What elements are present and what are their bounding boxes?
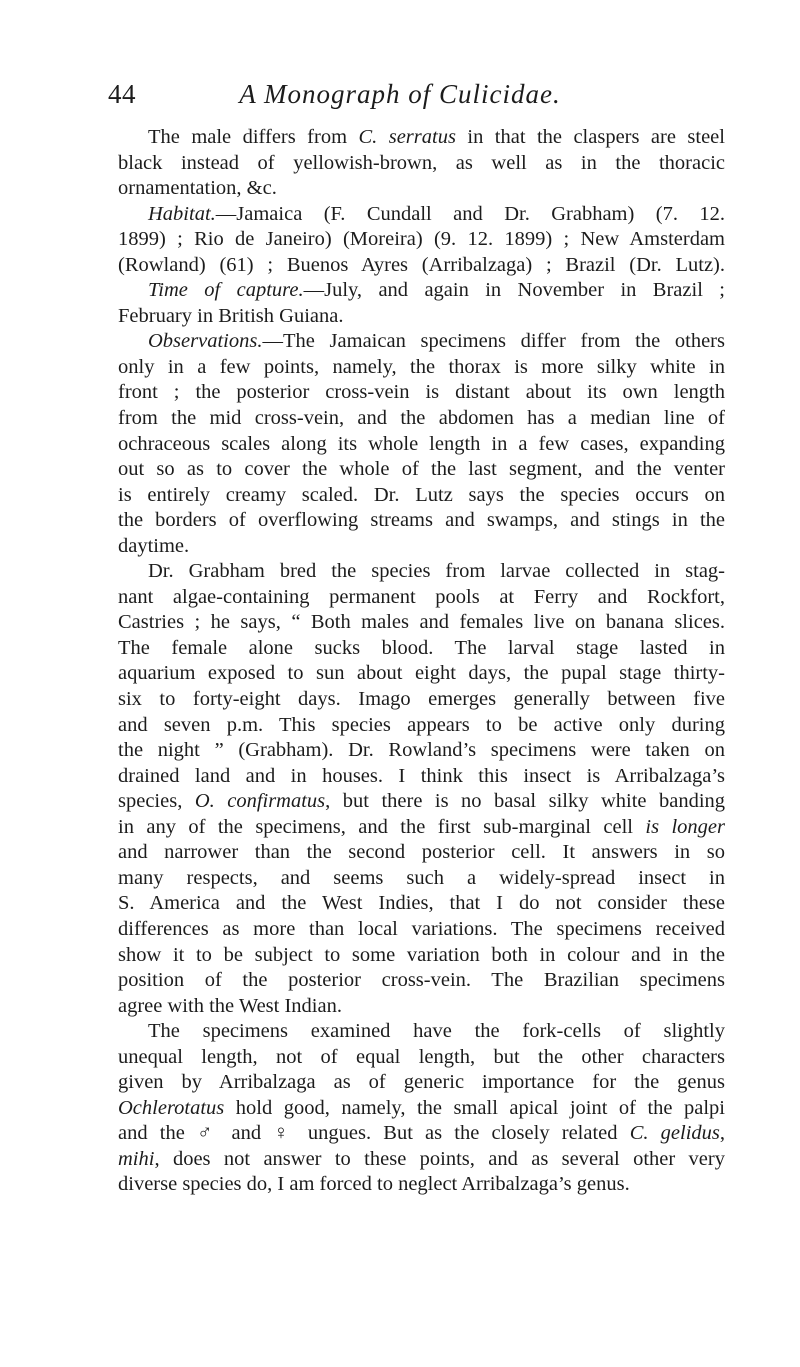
text-line (118, 406, 725, 432)
running-title: A Monograph of Culicidae. (239, 79, 561, 109)
text-line (118, 866, 725, 892)
text-line (118, 151, 725, 177)
text-line (118, 585, 725, 611)
text-run: the night ” (Grabham). Dr. Rowland’s specimens were taken on (118, 739, 725, 762)
text-line (118, 687, 725, 713)
text-run: and the ♂ and ♀ ungues. But as the closely related (118, 1122, 630, 1145)
text-line (118, 815, 725, 841)
text-line (118, 789, 725, 815)
italic-text: Ochlerotatus (118, 1096, 225, 1119)
text-run: ornamentation, &c. (118, 177, 277, 200)
text-run: in any of the specimens, and the first sub-marginal cell (118, 815, 646, 838)
text-run: and narrower than the second posterior cell. It answers in so (118, 841, 725, 864)
text-run: hold good, namely, the small apical joint of the palpi (224, 1096, 725, 1119)
text-run: species, (118, 790, 195, 813)
text-run: given by Arribalzaga as of generic importance for the genus (118, 1071, 725, 1094)
italic-text: Time of capture. (148, 279, 304, 302)
text-run: from the mid cross-vein, and the abdomen has a median line of (118, 407, 725, 430)
italic-text: Habitat. (148, 202, 216, 225)
text-line (118, 943, 725, 969)
text-line (118, 661, 725, 687)
text-line (118, 1045, 725, 1071)
text-run: S. America and the West Indies, that I do not consider these (118, 892, 725, 915)
text-line (118, 329, 725, 355)
text-run: —Jamaica (F. Cundall and Dr. Grabham) (7. 12. (215, 202, 725, 225)
text-run: The specimens examined have the fork-cells of slightly (148, 1020, 725, 1043)
text-line (118, 1019, 725, 1045)
italic-text: mihi (118, 1147, 155, 1170)
text-line (118, 125, 725, 151)
page-number: 44 (108, 79, 136, 109)
text-line (118, 304, 725, 330)
text-run: in that the claspers are steel (455, 126, 725, 148)
text-line (118, 968, 725, 994)
running-head (0, 74, 800, 114)
text-run: daytime. (118, 534, 190, 557)
text-run: aquarium exposed to sun about eight days, the pupal stage thirty- (118, 662, 725, 685)
text-run: Dr. Grabham bred the species from larvae collected in stag- (148, 560, 725, 583)
text-line (118, 764, 725, 790)
text-line (118, 559, 725, 585)
text-line (118, 1121, 725, 1147)
text-line (118, 738, 725, 764)
text-line (118, 176, 725, 202)
text-line (118, 508, 725, 534)
text-line (118, 1096, 725, 1122)
text-line (118, 380, 725, 406)
text-line (118, 534, 725, 560)
text-run: six to forty-eight days. Imago emerges generally between five (118, 688, 725, 711)
text-run: (Rowland) (61) ; Buenos Ayres (Arribalzaga) ; Brazil (Dr. Lutz). (118, 253, 725, 276)
text-run: The female alone sucks blood. The larval stage lasted in (118, 636, 725, 659)
italic-text: C. serratus (358, 126, 456, 148)
text-line (118, 840, 725, 866)
text-line (118, 610, 725, 636)
text-run: , but there is no basal silky white banding (325, 790, 726, 813)
text-line (118, 713, 725, 739)
text-run: drained land and in houses. I think this insect is Arribalzaga’s (118, 764, 725, 787)
text-line (118, 994, 725, 1020)
text-run: diverse species do, I am forced to neglect Arribalzaga’s genus. (118, 1173, 630, 1196)
italic-text: C. gelidus (629, 1122, 720, 1145)
text-run: out so as to cover the whole of the last segment, and the venter (118, 458, 725, 481)
text-line (118, 457, 725, 483)
text-run: position of the posterior cross-vein. The Brazilian specimens (118, 969, 725, 992)
text-run: February in British Guiana. (118, 304, 344, 327)
text-run: , (719, 1122, 725, 1145)
text-line (118, 483, 725, 509)
text-run: —July, and again in November in Brazil ; (303, 279, 725, 302)
text-line (118, 917, 725, 943)
italic-text: O. confirmatus (194, 790, 326, 813)
text-run: only in a few points, namely, the thorax is more silky white in (118, 355, 725, 378)
text-line (118, 1172, 725, 1198)
text-run: the borders of overflowing streams and swamps, and stings in the (118, 509, 725, 532)
text-run: and seven p.m. This species appears to be active only during (118, 713, 725, 736)
text-run: show it to be subject to some variation both in colour and in the (118, 943, 725, 966)
italic-text: is longer (645, 815, 726, 838)
text-run: is entirely creamy scaled. Dr. Lutz says the species occurs on (118, 483, 725, 506)
text-line (118, 202, 725, 228)
text-run: agree with the West Indian. (118, 994, 342, 1017)
text-line (118, 636, 725, 662)
text-run: —The Jamaican specimens differ from the others (262, 330, 725, 353)
text-line (118, 253, 725, 279)
text-run: nant algae-containing permanent pools at Ferry and Rockfort, (118, 585, 725, 608)
text-run: Castries ; he says, “ Both males and females live on banana slices. (118, 611, 725, 634)
text-line (118, 278, 725, 304)
text-run: ochraceous scales along its whole length in a few cases, expanding (118, 432, 725, 455)
text-run: many respects, and seems such a widely-spread insect in (118, 866, 725, 889)
body-text (118, 125, 725, 1198)
text-line (118, 1147, 725, 1173)
text-run: , does not answer to these points, and as several other very (154, 1147, 725, 1170)
text-run: 1899) ; Rio de Janeiro) (Moreira) (9. 12. 1899) ; New Amsterdam (118, 228, 725, 251)
text-line (118, 891, 725, 917)
text-run: black instead of yellowish-brown, as well as in the thoracic (118, 151, 725, 174)
text-run: front ; the posterior cross-vein is distant about its own length (118, 381, 725, 404)
text-line (118, 355, 725, 381)
text-line (118, 227, 725, 253)
italic-text: Observations. (148, 330, 263, 353)
text-line (118, 432, 725, 458)
text-run: differences as more than local variations. The specimens received (118, 917, 725, 940)
text-run: unequal length, not of equal length, but the other characters (118, 1045, 725, 1068)
text-run: The male differs from (148, 126, 359, 148)
text-line (118, 1070, 725, 1096)
